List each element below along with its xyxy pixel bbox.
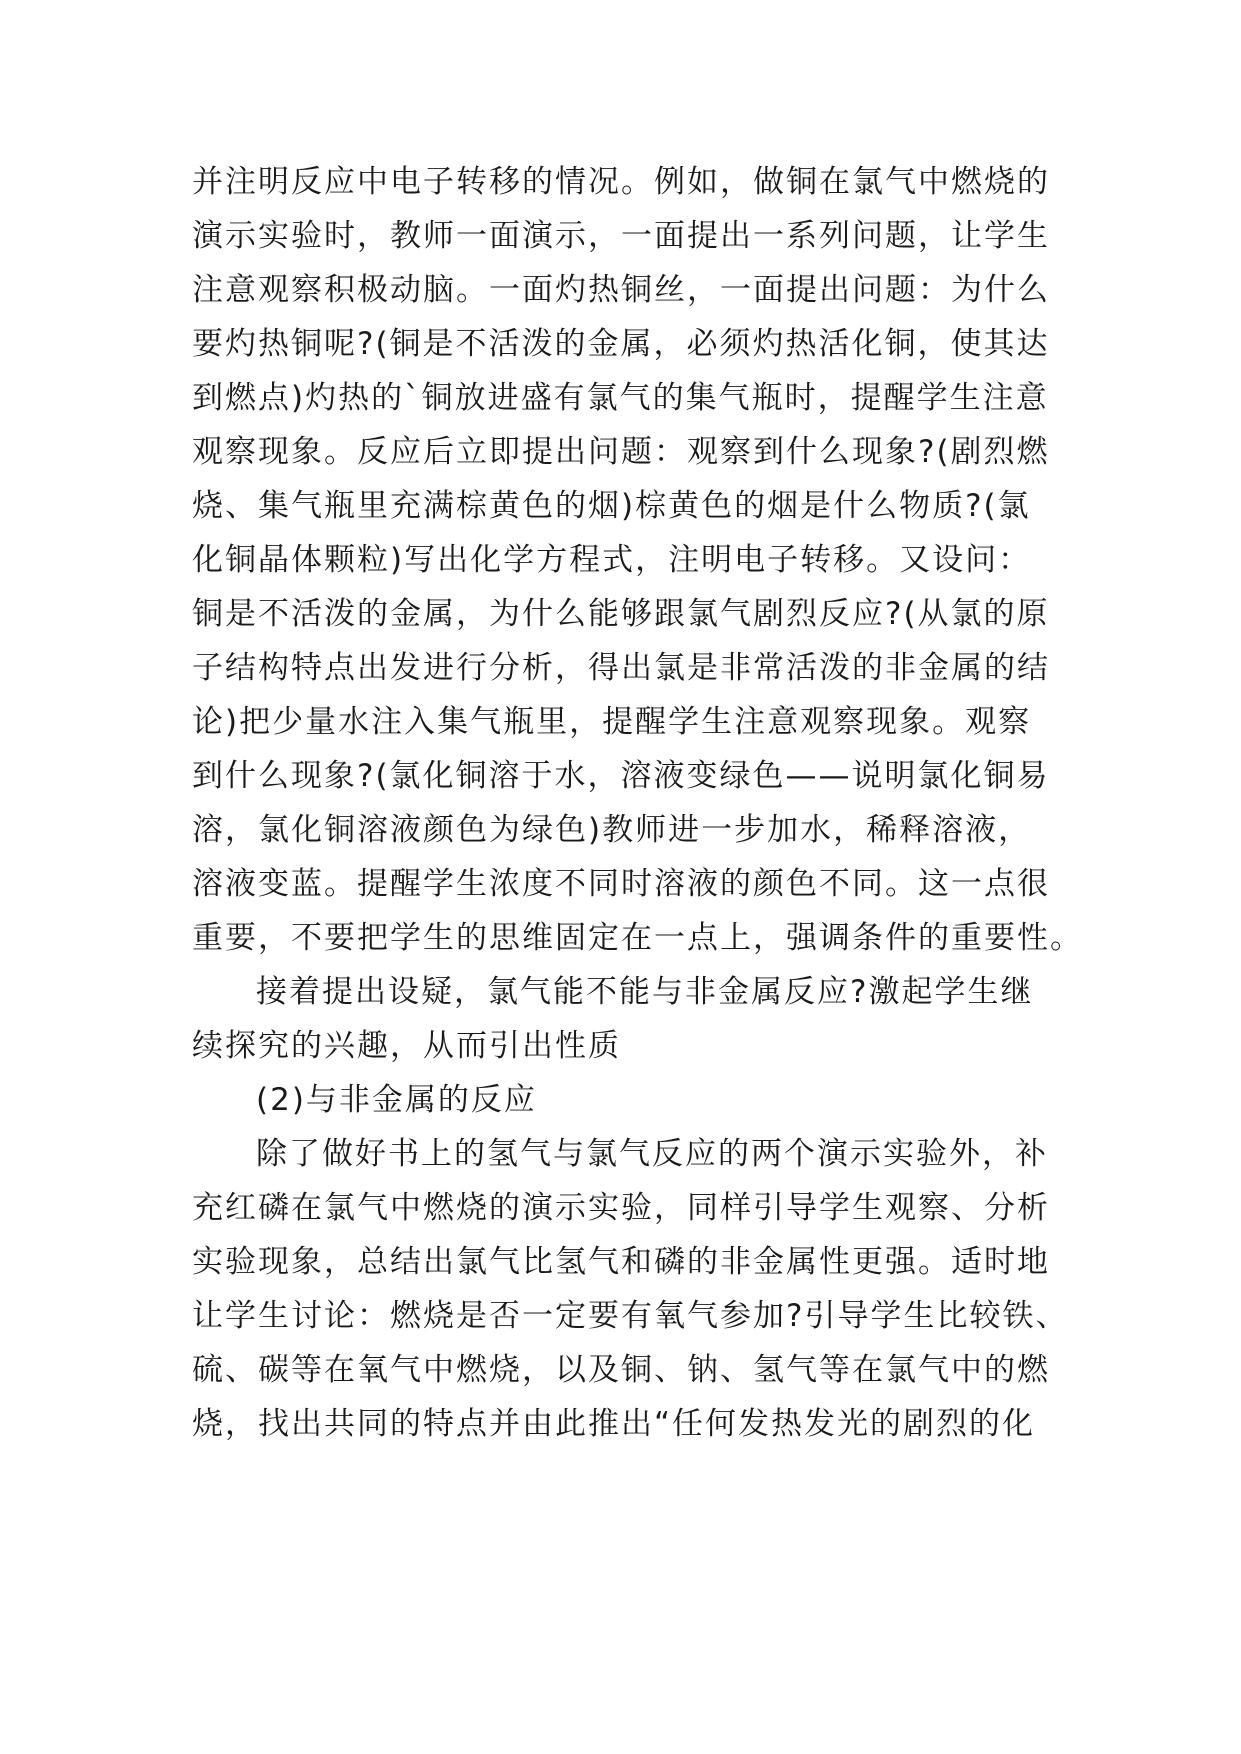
text-line: 实验现象，总结出氯气比氢气和磷的非金属性更强。适时地 bbox=[192, 1244, 1050, 1280]
text-line: 让学生讨论：燃烧是否一定要有氧气参加?引导学生比较铁、 bbox=[192, 1298, 1069, 1334]
text-line: 要灼热铜呢?(铜是不活泼的金属，必须灼热活化铜，使其达 bbox=[192, 326, 1050, 362]
text-line: 到什么现象?(氯化铜溶于水，溶液变绿色——说明氯化铜易 bbox=[192, 758, 1050, 794]
paragraph-first-line: 除了做好书上的氢气与氯气反应的两个演示实验外，补 bbox=[256, 1136, 1048, 1172]
text-line: 铜是不活泼的金属，为什么能够跟氯气剧烈反应?(从氯的原 bbox=[192, 596, 1050, 632]
text-line: 溶液变蓝。提醒学生浓度不同时溶液的颜色不同。这一点很 bbox=[192, 866, 1050, 902]
text-line: 硫、碳等在氧气中燃烧，以及铜、钠、氢气等在氯气中的燃 bbox=[192, 1352, 1050, 1388]
text-line: 重要，不要把学生的思维固定在一点上，强调条件的重要性。 bbox=[192, 920, 1083, 956]
text-line: 烧、集气瓶里充满棕黄色的烟)棕黄色的烟是什么物质?(氯 bbox=[192, 488, 1031, 524]
text-line: 充红磷在氯气中燃烧的演示实验，同样引导学生观察、分析 bbox=[192, 1190, 1050, 1226]
text-line: 溶，氯化铜溶液颜色为绿色)教师进一步加水，稀释溶液， bbox=[192, 812, 1032, 848]
text-line: 注意观察积极动脑。一面灼热铜丝，一面提出问题：为什么 bbox=[192, 272, 1050, 308]
text-line: 烧，找出共同的特点并由此推出“任何发热发光的剧烈的化 bbox=[192, 1406, 1036, 1442]
text-line: 续探究的兴趣，从而引出性质 bbox=[192, 1028, 621, 1064]
paragraph-first-line: 接着提出设疑，氯气能不能与非金属反应?激起学生继 bbox=[256, 974, 1034, 1010]
text-line: 到燃点)灼热的`铜放进盛有氯气的集气瓶时，提醒学生注意 bbox=[192, 380, 1049, 416]
section-heading: (2)与非金属的反应 bbox=[256, 1082, 537, 1118]
text-line: 化铜晶体颗粒)写出化学方程式，注明电子转移。又设问： bbox=[192, 542, 1032, 578]
text-line: 子结构特点出发进行分析，得出氯是非常活泼的非金属的结 bbox=[192, 650, 1050, 686]
text-line: 并注明反应中电子转移的情况。例如，做铜在氯气中燃烧的 bbox=[192, 164, 1050, 200]
text-line: 论)把少量水注入集气瓶里，提醒学生注意观察现象。观察 bbox=[192, 704, 1032, 740]
text-line: 演示实验时，教师一面演示，一面提出一系列问题，让学生 bbox=[192, 218, 1050, 254]
text-line: 观察现象。反应后立即提出问题：观察到什么现象?(剧烈燃 bbox=[192, 434, 1050, 470]
